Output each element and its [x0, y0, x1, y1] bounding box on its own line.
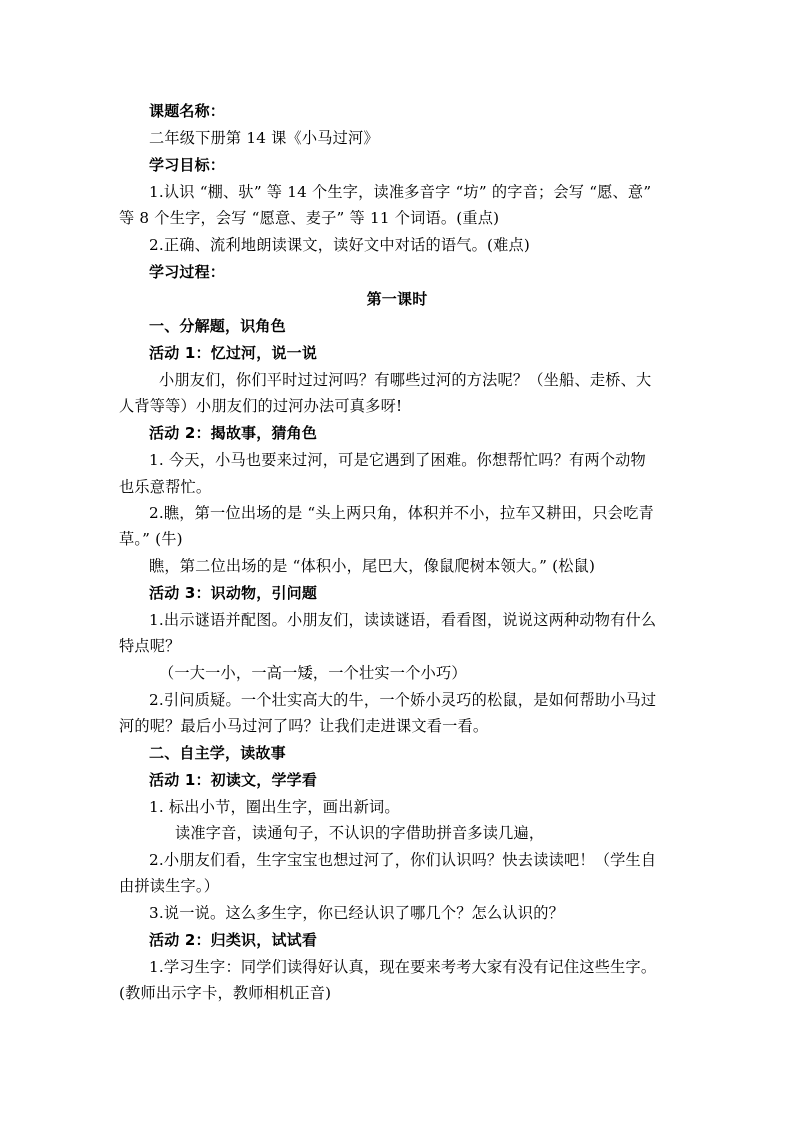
- activity-1-3-heading: 活动 3：识动物，引问题: [149, 584, 318, 602]
- goal-1-line-2: 等 8 个生字，会写 “愿意、麦子” 等 11 个词语。(重点): [119, 209, 500, 227]
- paragraph-2-line-1: 1. 今天，小马也要来过河，可是它遇到了困难。你想帮忙吗？有两个动物: [149, 451, 646, 469]
- topic-text: 二年级下册第 14 课《小马过河》: [149, 129, 379, 147]
- section-1-heading: 一、分解题，识角色: [149, 317, 286, 335]
- lesson-title: 第一课时: [366, 290, 428, 308]
- paragraph-10-line-1: 2.小朋友们看，生字宝宝也想过河了，你们认识吗？快去读读吧！（学生自: [149, 851, 657, 869]
- paragraph-3-line-2: 草。” (牛): [119, 530, 183, 548]
- activity-1-2-heading: 活动 2：揭故事，猜角色: [149, 424, 318, 442]
- goal-2: 2.正确、流利地朗读课文，读好文中对话的语气。(难点): [149, 236, 531, 254]
- paragraph-5-line-2: 特点呢？: [119, 637, 181, 655]
- paragraph-6: （一大一小，一高一矮，一个壮实一个小巧）: [159, 664, 467, 682]
- goals-label: 学习目标：: [149, 156, 226, 174]
- paragraph-7-line-2: 河的呢？最后小马过河了吗？让我们走进课文看一看。: [119, 717, 489, 735]
- paragraph-1-line-2: 人背等等）小朋友们的过河办法可真多呀!: [119, 397, 403, 415]
- activity-2-1-heading: 活动 1：初读文，学学看: [149, 771, 318, 789]
- paragraph-10-line-2: 由拼读生字。）: [119, 877, 220, 895]
- topic-label: 课题名称：: [149, 102, 226, 120]
- paragraph-5-line-1: 1.出示谜语并配图。小朋友们，读读谜语，看看图，说说这两种动物有什么: [149, 611, 657, 629]
- paragraph-4: 瞧，第二位出场的是 “体积小，尾巴大，像鼠爬树本领大。” (松鼠): [149, 557, 596, 575]
- activity-2-2-heading: 活动 2：归类识，试试看: [149, 931, 318, 949]
- paragraph-11: 3.说一说。这么多生字，你已经认识了哪几个？怎么认识的？: [149, 904, 564, 922]
- paragraph-9: 读准字音，读通句子，不认识的字借助拼音多读几遍，: [175, 824, 545, 842]
- paragraph-3-line-1: 2.瞧，第一位出场的是 “头上两只角，体积并不小，拉车又耕田，只会吃青: [149, 504, 654, 522]
- paragraph-7-line-1: 2.引问质疑。一个壮实高大的牛，一个娇小灵巧的松鼠，是如何帮助小马过: [149, 691, 657, 709]
- paragraph-1-line-1: 小朋友们，你们平时过过河吗？有哪些过河的方法呢？（坐船、走桥、大: [159, 371, 652, 389]
- paragraph-12-line-1: 1.学习生字：同学们读得好认真，现在要来考考大家有没有记住这些生字。: [149, 958, 657, 976]
- section-2-heading: 二、自主学，读故事: [149, 744, 286, 762]
- goal-1-line-1: 1.认识 “棚、驮” 等 14 个生字，读准多音字 “坊” 的字音；会写 “愿、意”: [149, 183, 652, 201]
- paragraph-8: 1. 标出小节，圈出生字，画出新词。: [149, 798, 400, 816]
- paragraph-2-line-2: 也乐意帮忙。: [119, 478, 212, 496]
- process-label: 学习过程：: [149, 263, 226, 281]
- activity-1-1-heading: 活动 1：忆过河，说一说: [149, 344, 318, 362]
- paragraph-12-line-2: (教师出示字卡，教师相机正音): [119, 984, 332, 1002]
